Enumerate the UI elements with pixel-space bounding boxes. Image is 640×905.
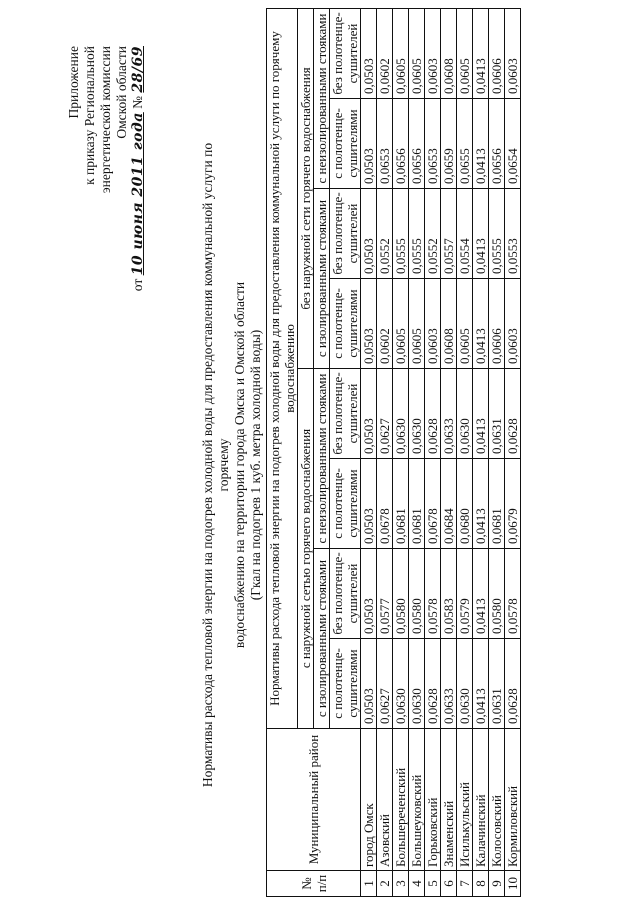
annex-region: Омской области <box>114 46 129 139</box>
norm-value: 0,0630 <box>409 639 425 729</box>
norms-table <box>266 8 521 897</box>
norm-value: 0,0681 <box>393 459 409 549</box>
norm-value: 0,0631 <box>489 369 505 459</box>
norm-value: 0,0503 <box>361 459 377 549</box>
norm-value: 0,0602 <box>377 8 393 98</box>
title-line-1: Нормативы расхода тепловой энергии на подогрев холодной воды для предоставления коммунальной услуги по горячему <box>200 142 231 788</box>
norm-value: 0,0659 <box>441 99 457 189</box>
table-row <box>457 8 473 896</box>
header-insulated: с изолированными стояками <box>314 189 330 369</box>
norm-value: 0,0608 <box>441 279 457 369</box>
table-body <box>361 8 521 896</box>
district-name: Знаменский <box>441 729 457 871</box>
header-non-insulated: с неизолированными стояками <box>314 369 330 549</box>
norm-value: 0,0413 <box>473 8 489 98</box>
header-with-dryers: с полотенце-сушителями <box>330 639 361 729</box>
annex-order-line <box>130 46 146 296</box>
norm-value: 0,0679 <box>505 459 521 549</box>
norm-value: 0,0678 <box>377 459 393 549</box>
norm-value: 0,0503 <box>361 639 377 729</box>
norm-value: 0,0631 <box>489 639 505 729</box>
norm-value: 0,0678 <box>425 459 441 549</box>
row-number: 3 <box>393 871 409 897</box>
norm-value: 0,0603 <box>505 8 521 98</box>
norm-value: 0,0413 <box>473 549 489 639</box>
norm-value: 0,0684 <box>441 459 457 549</box>
norm-value: 0,0656 <box>409 99 425 189</box>
norm-value: 0,0413 <box>473 369 489 459</box>
header-without-dryers: без полотенце-сушителей <box>330 549 361 639</box>
norm-value: 0,0653 <box>377 99 393 189</box>
norm-value: 0,0605 <box>457 279 473 369</box>
header-insulated: с изолированными стояками <box>314 549 330 729</box>
table-row <box>409 8 425 896</box>
district-name: Кормиловский <box>505 729 521 871</box>
norm-value: 0,0628 <box>425 369 441 459</box>
header-with-dryers: с полотенце-сушителями <box>330 279 361 369</box>
norm-value: 0,0606 <box>489 8 505 98</box>
norm-value: 0,0413 <box>473 459 489 549</box>
norm-value: 0,0654 <box>505 99 521 189</box>
norm-value: 0,0630 <box>409 369 425 459</box>
title-units: (Гкал на подогрев 1 куб. метра холодной воды) <box>248 329 263 601</box>
norm-value: 0,0653 <box>425 99 441 189</box>
norm-value: 0,0681 <box>409 459 425 549</box>
norm-value: 0,0578 <box>505 549 521 639</box>
annex-label: Приложение <box>66 46 81 119</box>
row-number: 8 <box>473 871 489 897</box>
district-name: Калачинский <box>473 729 489 871</box>
norm-value: 0,0583 <box>441 549 457 639</box>
header-number: № п/п <box>267 871 361 897</box>
table-row <box>393 8 409 896</box>
order-number-handwritten: 28/69 <box>130 46 146 93</box>
header-non-insulated: с неизолированными стояками <box>314 8 330 188</box>
district-name: Большереченский <box>393 729 409 871</box>
table-row <box>505 8 521 896</box>
norm-value: 0,0578 <box>425 549 441 639</box>
norm-value: 0,0503 <box>361 99 377 189</box>
norm-value: 0,0503 <box>361 549 377 639</box>
district-name: Исилькульский <box>457 729 473 871</box>
table-row <box>425 8 441 896</box>
norm-value: 0,0605 <box>409 279 425 369</box>
header-without-dryers: без полотенце-сушителей <box>330 189 361 279</box>
district-name: Горьковский <box>425 729 441 871</box>
annex-order-ref: к приказу Региональной <box>82 46 97 185</box>
row-number: 6 <box>441 871 457 897</box>
header-without-dryers: без полотенце-сушителей <box>330 369 361 459</box>
table-row <box>473 8 489 896</box>
norm-value: 0,0628 <box>505 369 521 459</box>
norm-value: 0,0656 <box>489 99 505 189</box>
table-row <box>489 8 505 896</box>
title-line-2: водоснабжению на территории города Омска и Омской области <box>232 281 247 649</box>
header-with-network: с наружной сетью горячего водоснабжения <box>298 369 314 729</box>
norm-value: 0,0680 <box>457 459 473 549</box>
norm-value: 0,0413 <box>473 639 489 729</box>
order-number-label: № <box>130 95 145 109</box>
header-norms: Нормативы расхода тепловой энергии на подогрев холодной воды для предоставления коммунальной услуги по горячему водоснабжению <box>267 8 298 728</box>
norm-value: 0,0555 <box>489 189 505 279</box>
row-number: 5 <box>425 871 441 897</box>
norm-value: 0,0413 <box>473 189 489 279</box>
table-row <box>361 8 377 896</box>
district-name: Большеуковский <box>409 729 425 871</box>
norm-value: 0,0413 <box>473 99 489 189</box>
row-number: 7 <box>457 871 473 897</box>
norm-value: 0,0555 <box>393 189 409 279</box>
annex-commission: энергетической комиссии <box>98 46 113 194</box>
header-without-dryers: без полотенце-сушителей <box>330 8 361 98</box>
norm-value: 0,0630 <box>393 369 409 459</box>
norm-value: 0,0580 <box>489 549 505 639</box>
norm-value: 0,0580 <box>409 549 425 639</box>
norm-value: 0,0605 <box>409 8 425 98</box>
norm-value: 0,0628 <box>505 639 521 729</box>
norm-value: 0,0503 <box>361 8 377 98</box>
norm-value: 0,0627 <box>377 369 393 459</box>
district-name: Колосовский <box>489 729 505 871</box>
document-title <box>200 135 264 795</box>
row-number: 10 <box>505 871 521 897</box>
norm-value: 0,0413 <box>473 279 489 369</box>
row-number: 4 <box>409 871 425 897</box>
table-row <box>441 8 457 896</box>
norm-value: 0,0603 <box>425 8 441 98</box>
norm-value: 0,0580 <box>393 549 409 639</box>
district-name: город Омск <box>361 729 377 871</box>
norm-value: 0,0602 <box>377 279 393 369</box>
norm-value: 0,0603 <box>505 279 521 369</box>
norm-value: 0,0605 <box>393 8 409 98</box>
norm-value: 0,0627 <box>377 639 393 729</box>
order-date-handwritten: 10 июня 2011 года <box>130 112 146 276</box>
norm-value: 0,0630 <box>393 639 409 729</box>
norm-value: 0,0630 <box>457 639 473 729</box>
norm-value: 0,0503 <box>361 279 377 369</box>
header-with-dryers: с полотенце-сушителями <box>330 99 361 189</box>
norm-value: 0,0557 <box>441 189 457 279</box>
order-prefix: от <box>130 278 145 292</box>
norm-value: 0,0553 <box>505 189 521 279</box>
row-number: 2 <box>377 871 393 897</box>
norm-value: 0,0656 <box>393 99 409 189</box>
norm-value: 0,0579 <box>457 549 473 639</box>
annex-block <box>66 46 146 296</box>
norm-value: 0,0633 <box>441 639 457 729</box>
norm-value: 0,0608 <box>441 8 457 98</box>
norm-value: 0,0555 <box>409 189 425 279</box>
norm-value: 0,0552 <box>425 189 441 279</box>
header-without-network: без наружной сети горячего водоснабжения <box>298 8 314 368</box>
header-with-dryers: с полотенце-сушителями <box>330 459 361 549</box>
row-number: 9 <box>489 871 505 897</box>
norm-value: 0,0503 <box>361 369 377 459</box>
norm-value: 0,0554 <box>457 189 473 279</box>
norm-value: 0,0606 <box>489 279 505 369</box>
norm-value: 0,0552 <box>377 189 393 279</box>
norm-value: 0,0577 <box>377 549 393 639</box>
row-number: 1 <box>361 871 377 897</box>
norm-value: 0,0655 <box>457 99 473 189</box>
norm-value: 0,0605 <box>457 8 473 98</box>
norm-value: 0,0605 <box>393 279 409 369</box>
norm-value: 0,0628 <box>425 639 441 729</box>
table-row <box>377 8 393 896</box>
norm-value: 0,0633 <box>441 369 457 459</box>
header-district: Муниципальный район <box>267 729 361 871</box>
norm-value: 0,0681 <box>489 459 505 549</box>
norm-value: 0,0603 <box>425 279 441 369</box>
district-name: Азовский <box>377 729 393 871</box>
norm-value: 0,0503 <box>361 189 377 279</box>
norm-value: 0,0630 <box>457 369 473 459</box>
